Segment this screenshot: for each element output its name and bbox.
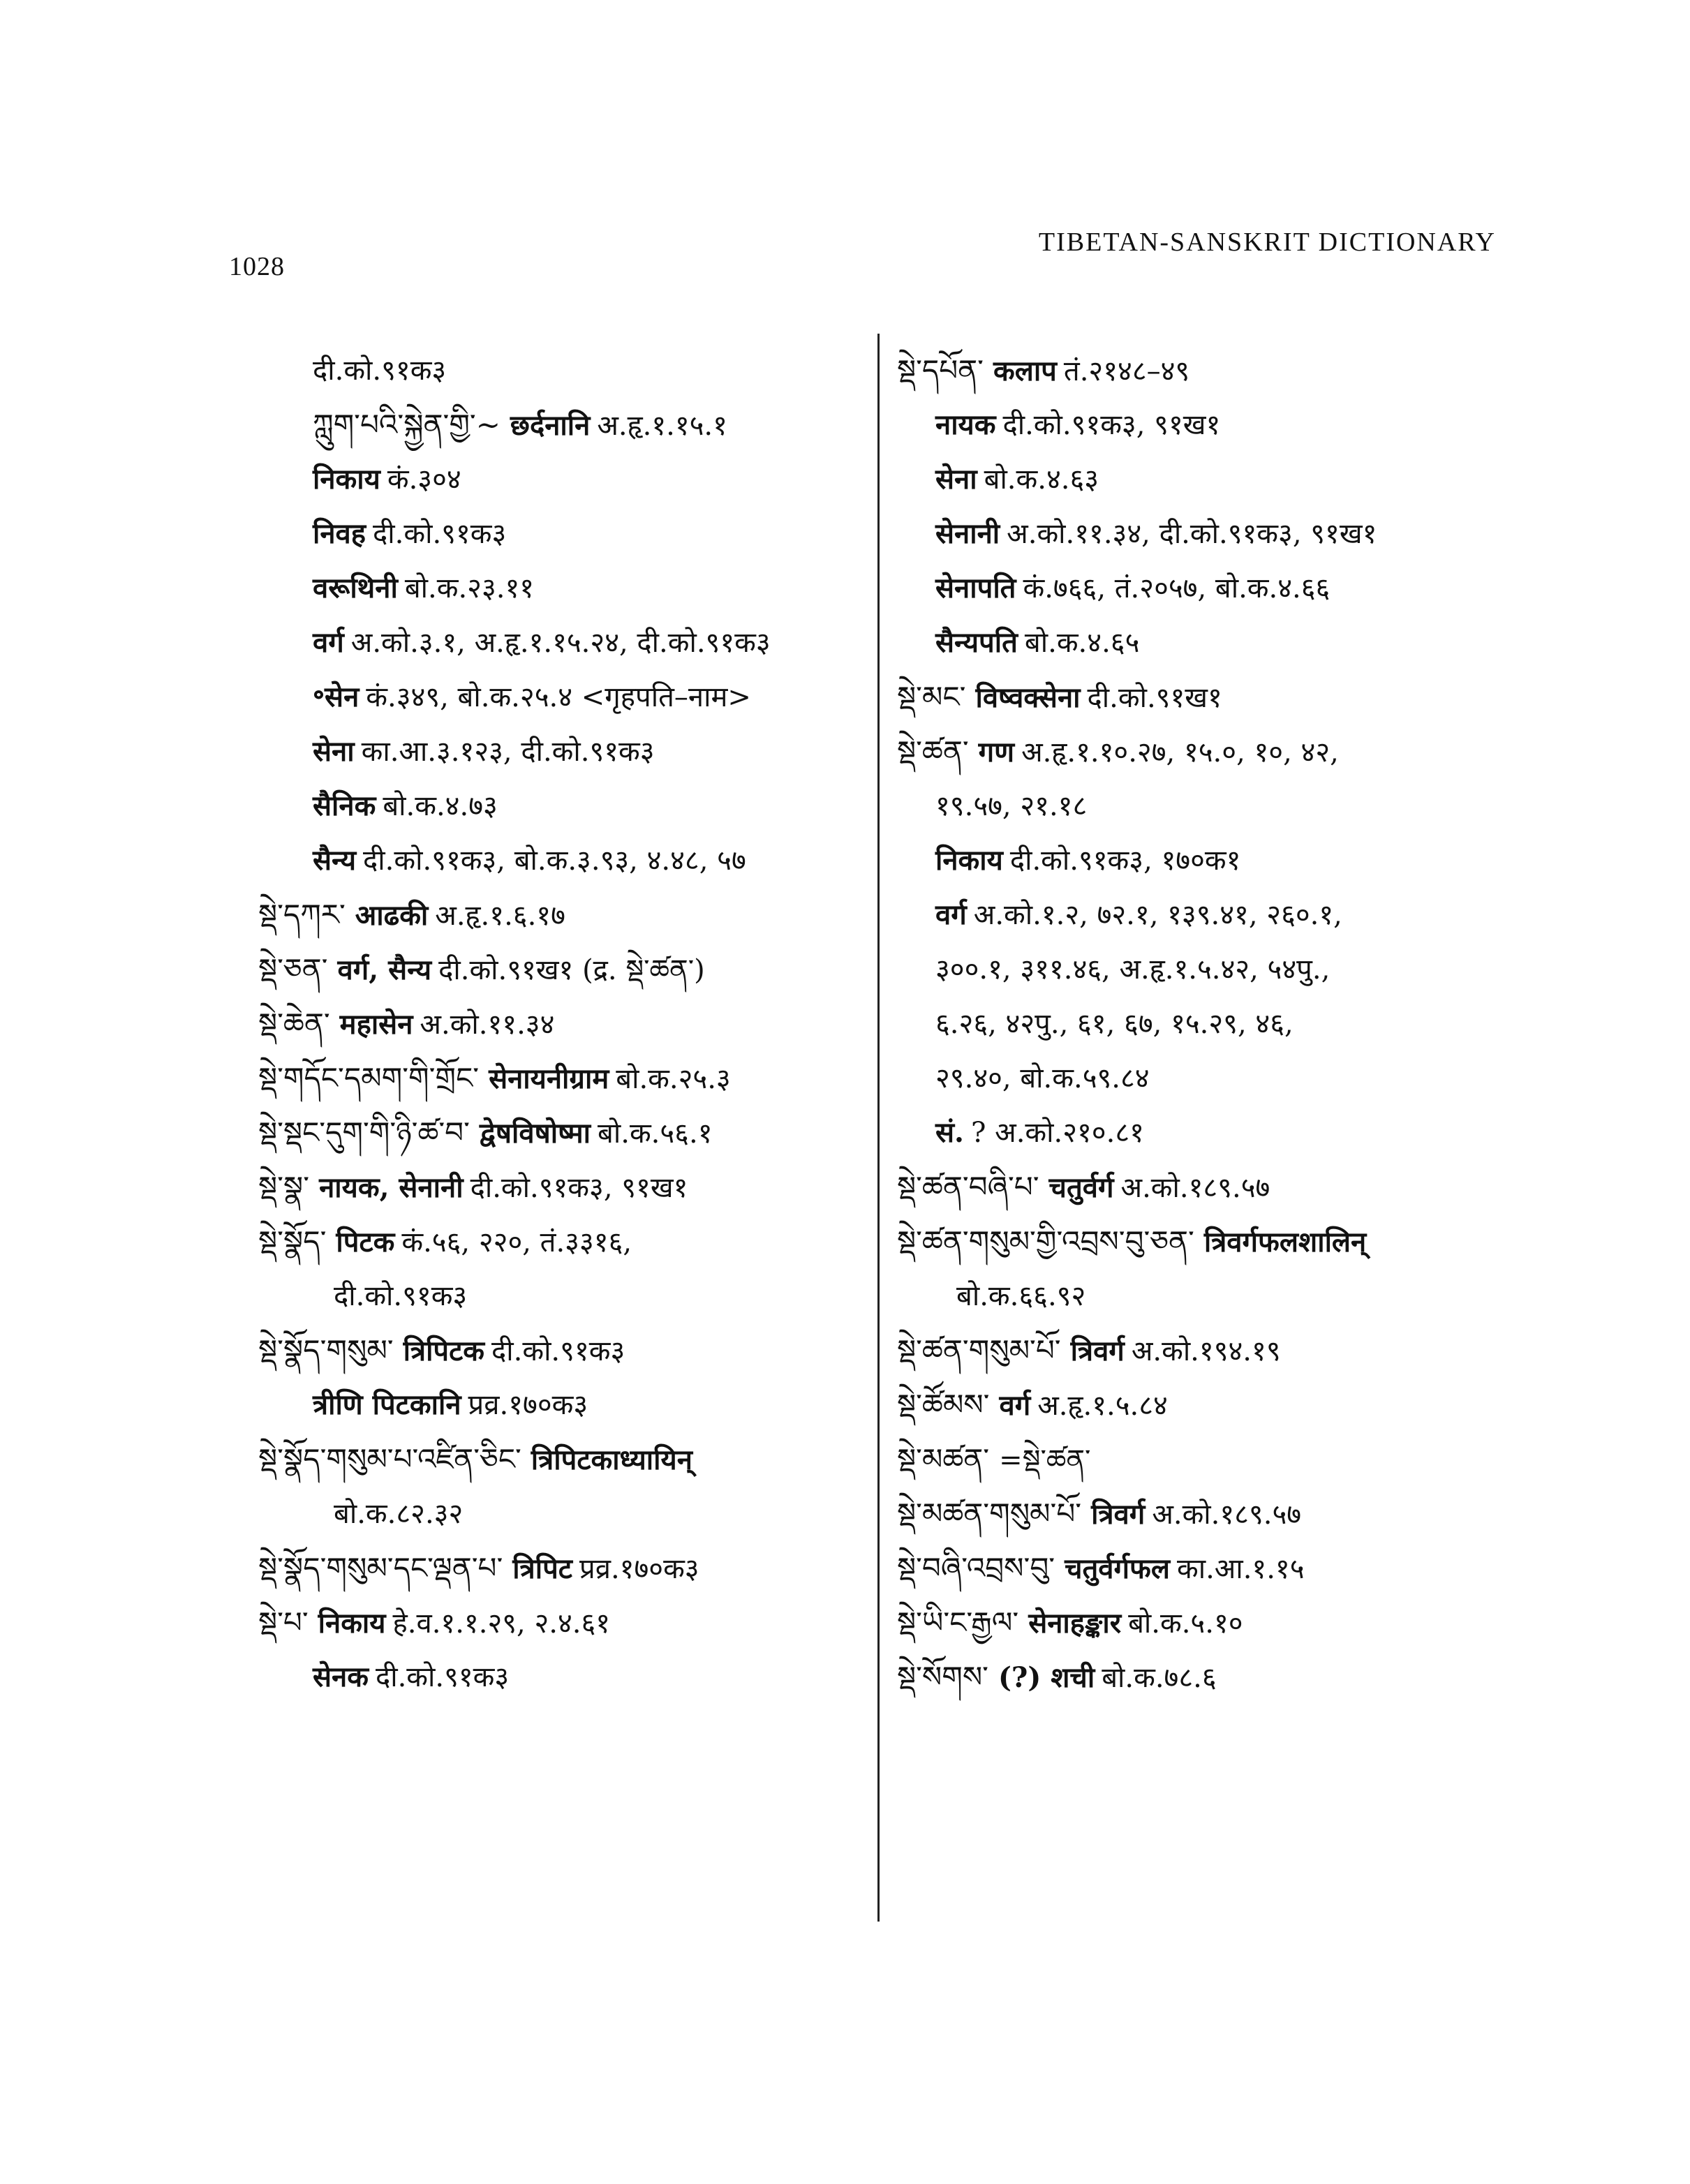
source-reference: ? अ.को.२१०.८१ — [970, 1117, 1144, 1149]
source-reference: बो.क.२५.३ — [616, 1063, 731, 1095]
dictionary-entry-line — [251, 833, 866, 888]
tibetan-term: སྡེ་བཞི་འབྲས་བུ་ — [897, 1551, 1055, 1585]
source-reference: बो.क.५६.१ — [598, 1117, 713, 1150]
dictionary-entry-line — [251, 507, 866, 561]
sanskrit-headword: निकाय — [318, 1607, 386, 1640]
source-reference: कं.७६६, तं.२०५७, बो.क.४.६६ — [1023, 572, 1330, 604]
source-reference: दी.को.९१क३, ९१ख१ — [1002, 409, 1221, 441]
source-reference: दी.को.९१ख१ — [1087, 682, 1222, 714]
dictionary-entry-line — [897, 779, 1525, 833]
sanskrit-headword: कलाप — [993, 355, 1057, 387]
tibetan-term: སྡེ་ཚན་གསུམ་གྱི་འབྲས་བུ་ཅན་ — [897, 1224, 1194, 1258]
sanskrit-headword: निकाय — [313, 463, 380, 496]
source-reference: बो.क.४.६५ — [1024, 627, 1140, 659]
dictionary-entry-line — [251, 616, 866, 670]
source-reference: का.आ.१.१५ — [1177, 1553, 1305, 1585]
source-reference: का.आ.३.१२३, दी.को.९१क३ — [361, 736, 655, 768]
tibetan-term: སྡེ་པ་ — [258, 1605, 309, 1640]
dictionary-entry-line — [897, 1160, 1525, 1214]
dictionary-entry-line — [897, 1432, 1525, 1487]
sanskrit-headword: महासेन — [339, 1008, 413, 1041]
tibetan-term: སྡེ་སྡང་དུག་གི་ཉི་ཚ་བ་ — [258, 1115, 470, 1150]
source-reference: कं.३४९, बो.क.२५.४ <गृहपति–नाम> — [366, 681, 751, 713]
source-reference: कं.३०४ — [387, 463, 461, 496]
source-reference: दी.को.९१क३, ९१ख१ — [470, 1172, 688, 1204]
sanskrit-headword: निकाय — [935, 844, 1003, 877]
sanskrit-headword: त्रिपिटक — [403, 1335, 485, 1367]
tibetan-term: སྡེ་མཚན་ — [897, 1442, 990, 1476]
dictionary-entry-line — [251, 670, 866, 725]
dictionary-entry-line — [251, 1378, 866, 1432]
sanskrit-headword: ॰सेन — [313, 681, 360, 713]
tibetan-term: སྡེ་ཆེན་ — [258, 1006, 330, 1041]
dictionary-entry-line — [897, 942, 1525, 997]
page-number: 1028 — [229, 252, 285, 281]
sanskrit-headword: नायक, सेनानी — [319, 1171, 464, 1204]
sanskrit-headword: चतुर्वर्ग — [1048, 1171, 1114, 1204]
source-reference: अ.हृ.१.१०.२७, १५.०, १०, ४२, — [1021, 736, 1339, 768]
dictionary-entry-line — [897, 997, 1525, 1051]
dictionary-entry-line — [897, 1378, 1525, 1432]
source-reference: अ.हृ.१.५.८४ — [1037, 1390, 1168, 1422]
source-reference: अ.को.१८९.५७ — [1120, 1172, 1270, 1204]
dictionary-entry-line — [251, 1106, 866, 1160]
source-reference: अ.हृ.१.१५.१ — [597, 410, 727, 442]
source-reference: बो.क.५.१० — [1128, 1607, 1243, 1640]
source-reference: दी.को.९१ख१ (द्र. སྡེ་ཚན་) — [438, 954, 705, 986]
sanskrit-headword: सैनिक — [313, 789, 376, 822]
dictionary-entry-line — [251, 452, 866, 507]
source-reference: हे.व.१.१.२९, २.४.६१ — [392, 1607, 611, 1640]
sanskrit-headword: वर्ग — [999, 1389, 1031, 1422]
running-head: TIBETAN-SANSKRIT DICTIONARY — [1038, 228, 1496, 257]
dictionary-entry-line — [897, 1650, 1525, 1704]
sanskrit-headword: छर्दनानि — [510, 409, 591, 442]
tibetan-term: སྡེ་དཀར་ — [258, 898, 346, 932]
source-reference: दी.को.९१क३, बो.क.३.९३, ४.४८, ५७ — [363, 845, 746, 877]
source-reference: २९.४०, बो.क.५९.८४ — [935, 1062, 1150, 1094]
sanskrit-headword: विष्वक्सेना — [975, 681, 1081, 714]
dictionary-entry-line — [897, 725, 1525, 779]
dictionary-entry-line — [251, 1051, 866, 1106]
sanskrit-headword: नायक — [935, 408, 996, 441]
tibetan-term: སྡེ་ཡི་ང་རྒྱལ་ — [897, 1605, 1019, 1640]
dictionary-entry-line — [251, 1269, 866, 1323]
sanskrit-headword: निवह — [313, 517, 366, 550]
sanskrit-headword: सेनायनीग्राम — [489, 1062, 609, 1095]
source-reference: कं.५६, २२०, तं.३३१६, — [401, 1226, 632, 1258]
source-reference: प्रव्र.१७०क३ — [468, 1389, 588, 1421]
dictionary-entry-line — [251, 1160, 866, 1214]
source-reference: बो.क.७८.६ — [1102, 1662, 1217, 1694]
dictionary-entry-line — [251, 997, 866, 1051]
sanskrit-headword: सेनक — [313, 1661, 369, 1693]
tibetan-term: སྡེ་མཚན་གསུམ་པོ་ — [897, 1496, 1082, 1531]
sanskrit-headword: (?) शची — [998, 1661, 1095, 1694]
tibetan-term: ཀླུག་པའི་སྐྱེན་གྱི་~ — [313, 408, 501, 442]
source-reference: ३००.१, ३११.४६, अ.हृ.१.५.४२, ५४पु., — [935, 953, 1330, 986]
sanskrit-headword: वर्ग, सैन्य — [337, 953, 432, 986]
source-reference: दी.को.९१क३ — [313, 355, 447, 387]
tibetan-term: སྡེ་སྣོད་གསུམ་པ་འཛིན་ཅིང་ — [258, 1442, 521, 1476]
dictionary-entry-line — [251, 1541, 866, 1596]
dictionary-entry-line — [251, 725, 866, 779]
dictionary-entry-line — [897, 452, 1525, 507]
sanskrit-headword: त्रिपिट — [512, 1552, 572, 1585]
tibetan-term: སྡེ་སྣོད་གསུམ་དང་ལྡན་པ་ — [258, 1551, 503, 1585]
dictionary-entry-line — [897, 616, 1525, 670]
tibetan-term: སྡེ་ཚན་བཞི་པ་ — [897, 1170, 1039, 1204]
source-reference: तं.२१४८–४९ — [1063, 355, 1190, 387]
source-reference: अ.को.१९४.१९ — [1131, 1335, 1281, 1367]
source-reference: दी.को.९१क३, १७०क१ — [1009, 845, 1241, 877]
sanskrit-headword: सेना — [935, 463, 977, 496]
dictionary-entry-line — [897, 1269, 1525, 1323]
source-reference: बो.क.६६.९२ — [956, 1280, 1086, 1312]
source-reference: ६.२६, ४२पु., ६१, ६७, १५.२९, ४६, — [935, 1008, 1294, 1040]
source-reference: अ.को.११.३४, दी.को.९१क३, ९१ख१ — [1007, 518, 1377, 550]
dictionary-entry-line — [251, 1487, 866, 1541]
sanskrit-headword: त्रिवर्ग — [1070, 1335, 1125, 1367]
tibetan-term: སྡེ་གདོང་དམག་གི་གྲོང་ — [258, 1061, 480, 1095]
sanskrit-headword: पिटक — [336, 1226, 395, 1258]
dictionary-entry-line — [897, 561, 1525, 616]
dictionary-entry-line — [251, 343, 866, 398]
tibetan-term: སྡེ་སྣོད་ — [258, 1224, 327, 1258]
tibetan-term: སྡེ་མང་ — [897, 680, 966, 714]
sanskrit-headword: द्वेषविषोष्मा — [479, 1117, 591, 1150]
dictionary-entry-line — [251, 1432, 866, 1487]
sanskrit-headword: त्रीणि पिटकानि — [313, 1388, 461, 1421]
source-reference: दी.को.९१क३ — [373, 518, 507, 550]
source-reference: दी.को.९१क३ — [491, 1335, 625, 1367]
sanskrit-headword: चतुर्वर्गफल — [1065, 1552, 1171, 1585]
dictionary-entry-line — [251, 398, 866, 452]
dictionary-entry-line — [897, 1487, 1525, 1541]
sanskrit-headword: सेना — [313, 735, 355, 768]
column-rule — [877, 334, 880, 1922]
sanskrit-headword: वर्ग — [935, 898, 967, 931]
tibetan-term: སྡེ་ཚོམས་ — [897, 1388, 990, 1422]
source-reference: प्रव्र.१७०क३ — [579, 1553, 699, 1585]
sanskrit-headword: वरूथिनी — [313, 572, 398, 604]
tibetan-term: སྡེ་ཚན་གསུམ་པོ་ — [897, 1333, 1061, 1367]
dictionary-entry-line — [251, 888, 866, 942]
dictionary-entry-line — [251, 942, 866, 997]
left-column — [251, 343, 866, 1704]
sanskrit-headword: सैन्य — [313, 844, 357, 877]
dictionary-entry-line — [251, 561, 866, 616]
sanskrit-headword: सेनापति — [935, 572, 1016, 604]
dictionary-entry-line — [897, 670, 1525, 725]
dictionary-entry-line — [897, 507, 1525, 561]
dictionary-entry-line — [251, 1214, 866, 1269]
dictionary-entry-line — [251, 779, 866, 833]
sanskrit-headword: सं. — [935, 1116, 964, 1149]
sanskrit-headword: सेनाहङ्कार — [1028, 1607, 1122, 1640]
sanskrit-headword: वर्ग — [313, 626, 344, 659]
sanskrit-headword: गण — [978, 736, 1015, 768]
dictionary-entry-line — [251, 1323, 866, 1378]
source-reference: बो.क.८२.३२ — [334, 1498, 464, 1530]
source-reference: बो.क.४.६३ — [984, 463, 1099, 496]
dictionary-entry-line — [897, 1051, 1525, 1106]
dictionary-entry-line — [897, 1106, 1525, 1160]
dictionary-entry-line — [251, 1650, 866, 1704]
source-reference: दी.को.९१क३ — [375, 1661, 510, 1693]
sanskrit-headword: सैन्यपति — [935, 626, 1018, 659]
dictionary-entry-line — [897, 1541, 1525, 1596]
dictionary-entry-line — [897, 888, 1525, 942]
source-reference: अ.को.१.२, ७२.१, १३९.४१, २६०.१, — [973, 899, 1342, 931]
source-reference: अ.को.१८९.५७ — [1152, 1499, 1302, 1531]
dictionary-entry-line — [897, 398, 1525, 452]
dictionary-entry-line — [251, 1596, 866, 1650]
source-reference: १९.५७, २१.१८ — [935, 790, 1088, 822]
tibetan-term: སྡེ་སོགས་ — [897, 1660, 988, 1694]
sanskrit-headword: त्रिपिटकाध्यायिन् — [531, 1443, 692, 1476]
tibetan-term: སྡེ་ཚན་ — [897, 734, 969, 768]
source-reference: बो.क.४.७३ — [383, 790, 498, 822]
source-reference: दी.को.९१क३ — [334, 1280, 468, 1312]
dictionary-entry-line — [897, 833, 1525, 888]
dictionary-entry-line — [897, 343, 1525, 398]
dictionary-entry-line — [897, 1214, 1525, 1269]
source-reference: =སྡེ་ཚན་ — [999, 1444, 1091, 1476]
tibetan-term: སྡེ་སྣ་ — [258, 1170, 310, 1204]
sanskrit-headword: सेनानी — [935, 517, 1000, 550]
tibetan-term: སྡེ་དཔོན་ — [897, 353, 984, 387]
sanskrit-headword: आढकी — [355, 899, 429, 932]
sanskrit-headword: त्रिवर्गफलशालिन् — [1203, 1226, 1367, 1258]
source-reference: अ.को.११.३४ — [420, 1009, 555, 1041]
dictionary-entry-line — [897, 1596, 1525, 1650]
source-reference: अ.को.३.१, अ.हृ.१.१५.२४, दी.को.९१क३ — [350, 627, 771, 659]
tibetan-term: སྡེ་སྣོད་གསུམ་ — [258, 1333, 394, 1367]
dictionary-entry-line — [897, 1323, 1525, 1378]
tibetan-term: སྡེ་ཅན་ — [258, 952, 328, 986]
source-reference: बो.क.२३.११ — [404, 572, 535, 604]
source-reference: अ.हृ.१.६.१७ — [435, 900, 565, 932]
sanskrit-headword: त्रिवर्ग — [1091, 1498, 1146, 1531]
right-column — [897, 343, 1525, 1704]
